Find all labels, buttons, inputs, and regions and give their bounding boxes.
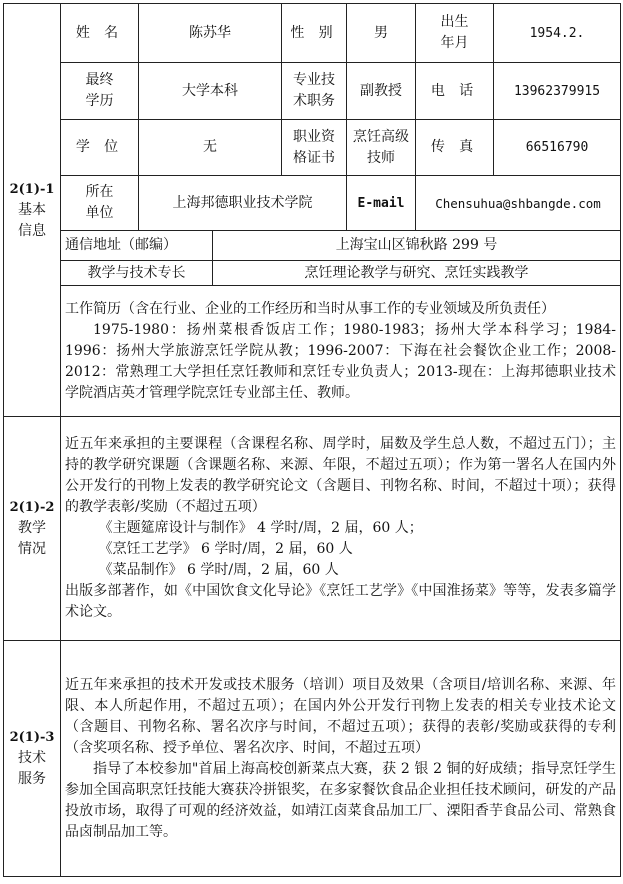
email-value: Chensuhua@shbangde.com bbox=[416, 176, 621, 231]
job-title-value: 副教授 bbox=[347, 63, 416, 120]
education-label bbox=[61, 63, 139, 120]
certificate-label bbox=[282, 120, 347, 176]
section3-title-line2: 服务 bbox=[18, 771, 46, 787]
email-label: E-mail bbox=[347, 176, 416, 231]
unit-label bbox=[61, 176, 139, 231]
unit-label-line2: 单位 bbox=[85, 205, 114, 221]
education-label-line1: 最终 bbox=[85, 72, 114, 88]
job-title-label-line1: 专业技 bbox=[293, 72, 335, 88]
section1-label bbox=[4, 4, 61, 417]
address-label: 通信地址（邮编） bbox=[61, 231, 213, 261]
section2-number: 2(1)-2 bbox=[9, 500, 55, 515]
phone-value: 13962379915 bbox=[494, 63, 621, 120]
profile-form-table bbox=[3, 3, 621, 877]
fax-value: 66516790 bbox=[494, 120, 621, 176]
section2-title-line2: 情况 bbox=[18, 541, 46, 557]
service-intro: 近五年来承担的技术开发或技术服务（培训）项目及效果（含项目/培训名称、来源、年限、本人所起作用，不超过五项）；在国内外公开发行刊物上发表的相关专业技术论文（含题目、刊物名称、署名次序与时间，不超过五项）；获得的表彰/奖励或获得的专利（含奖项名称、授予单位、署名次序、时间，不超过五项） bbox=[65, 676, 616, 756]
unit-label-line1: 所在 bbox=[85, 184, 114, 200]
gender-label: 性 别 bbox=[282, 4, 347, 63]
teaching-closing: 出版多部著作，如《中国饮食文化导论》《烹饪工艺学》《中国淮扬菜》等等，发表多篇学术论文。 bbox=[65, 583, 616, 620]
work-history-body: 1975-1980：扬州菜根香饭店工作；1980-1983；扬州大学本科学习；1984-1996：扬州大学旅游烹饪学院从教；1996-2007：下海在社会餐饮企业工作；2008-2012：常熟理工大学担任烹饪教师和烹饪专业负责人；2013-现在：上海邦德职业技术学院酒店英才管理学院烹饪专业部主任、教师。 bbox=[65, 321, 616, 401]
expertise-value: 烹饪理论教学与研究、烹饪实践教学 bbox=[213, 261, 621, 286]
work-history-heading: 工作简历（含在行业、企业的工作经历和当时从事工作的专业领域及所负责任） bbox=[65, 300, 555, 317]
birth-label bbox=[416, 4, 494, 63]
work-history bbox=[61, 286, 621, 417]
section1-title-line1: 基本 bbox=[18, 201, 46, 218]
job-title-label-line2: 术职务 bbox=[293, 93, 335, 109]
certificate-label-line2: 格证书 bbox=[293, 149, 335, 166]
education-label-line2: 学历 bbox=[85, 93, 114, 109]
course-item: 《菜品制作》 6 学时/周，2 届，60 人 bbox=[98, 562, 339, 578]
expertise-label: 教学与技术专长 bbox=[61, 261, 213, 286]
section2-label bbox=[4, 417, 61, 641]
degree-value: 无 bbox=[139, 120, 282, 176]
job-title-label bbox=[282, 63, 347, 120]
course-item: 《烹饪工艺学》 6 学时/周，2 届，60 人 bbox=[98, 541, 353, 557]
birth-value: 1954.2. bbox=[494, 4, 621, 63]
section3-title-line1: 技术 bbox=[18, 750, 46, 766]
teaching-intro: 近五年来承担的主要课程（含课程名称、周学时，届数及学生总人数，不超过五门）；主持的教学研究课题（含课题名称、来源、年限，不超过五项）；作为第一署名人在国内外公开发行的刊物上发表的教学研究论文（含题目、刊物名称、时间，不超过十项）；获得的教学表彰/奖励（不超过五项） bbox=[65, 436, 616, 515]
birth-label-line1: 出生 bbox=[440, 14, 469, 30]
section2-title-line1: 教学 bbox=[18, 520, 46, 536]
teaching-section bbox=[61, 417, 621, 641]
name-label: 姓 名 bbox=[61, 4, 139, 63]
address-value: 上海宝山区锦秋路 299 号 bbox=[213, 231, 621, 261]
degree-label: 学 位 bbox=[61, 120, 139, 176]
section3-number: 2(1)-3 bbox=[9, 730, 55, 745]
phone-label: 电 话 bbox=[416, 63, 494, 120]
education-value: 大学本科 bbox=[139, 63, 282, 120]
section1-title-line2: 信息 bbox=[18, 222, 46, 239]
certificate-label-line1: 职业资 bbox=[293, 128, 335, 145]
fax-label: 传 真 bbox=[416, 120, 494, 176]
certificate-value-line2: 技师 bbox=[367, 149, 395, 166]
course-item: 《主题筵席设计与制作》 4 学时/周，2 届，60 人； bbox=[98, 520, 423, 536]
service-body: 指导了本校参加"首届上海高校创新菜点大赛，获 2 银 2 铜的好成绩；指导烹饪学生参加全国高职烹饪技能大赛获冷拼银奖，在多家餐饮食品企业担任技术顾问，研发的产品投放市场，取得了可观的经济效益，如靖江卤菜食品加工厂、溧阳香芋食品公司、常熟食品卤制品加工等。 bbox=[65, 760, 616, 840]
section3-label bbox=[4, 641, 61, 877]
certificate-value bbox=[347, 120, 416, 176]
section1-number: 2(1)-1 bbox=[9, 181, 55, 197]
name-value: 陈苏华 bbox=[139, 4, 282, 63]
service-section bbox=[61, 641, 621, 877]
unit-value: 上海邦德职业技术学院 bbox=[139, 176, 347, 231]
birth-label-line2: 年月 bbox=[440, 35, 469, 51]
certificate-value-line1: 烹饪高级 bbox=[353, 128, 409, 145]
gender-value: 男 bbox=[347, 4, 416, 63]
